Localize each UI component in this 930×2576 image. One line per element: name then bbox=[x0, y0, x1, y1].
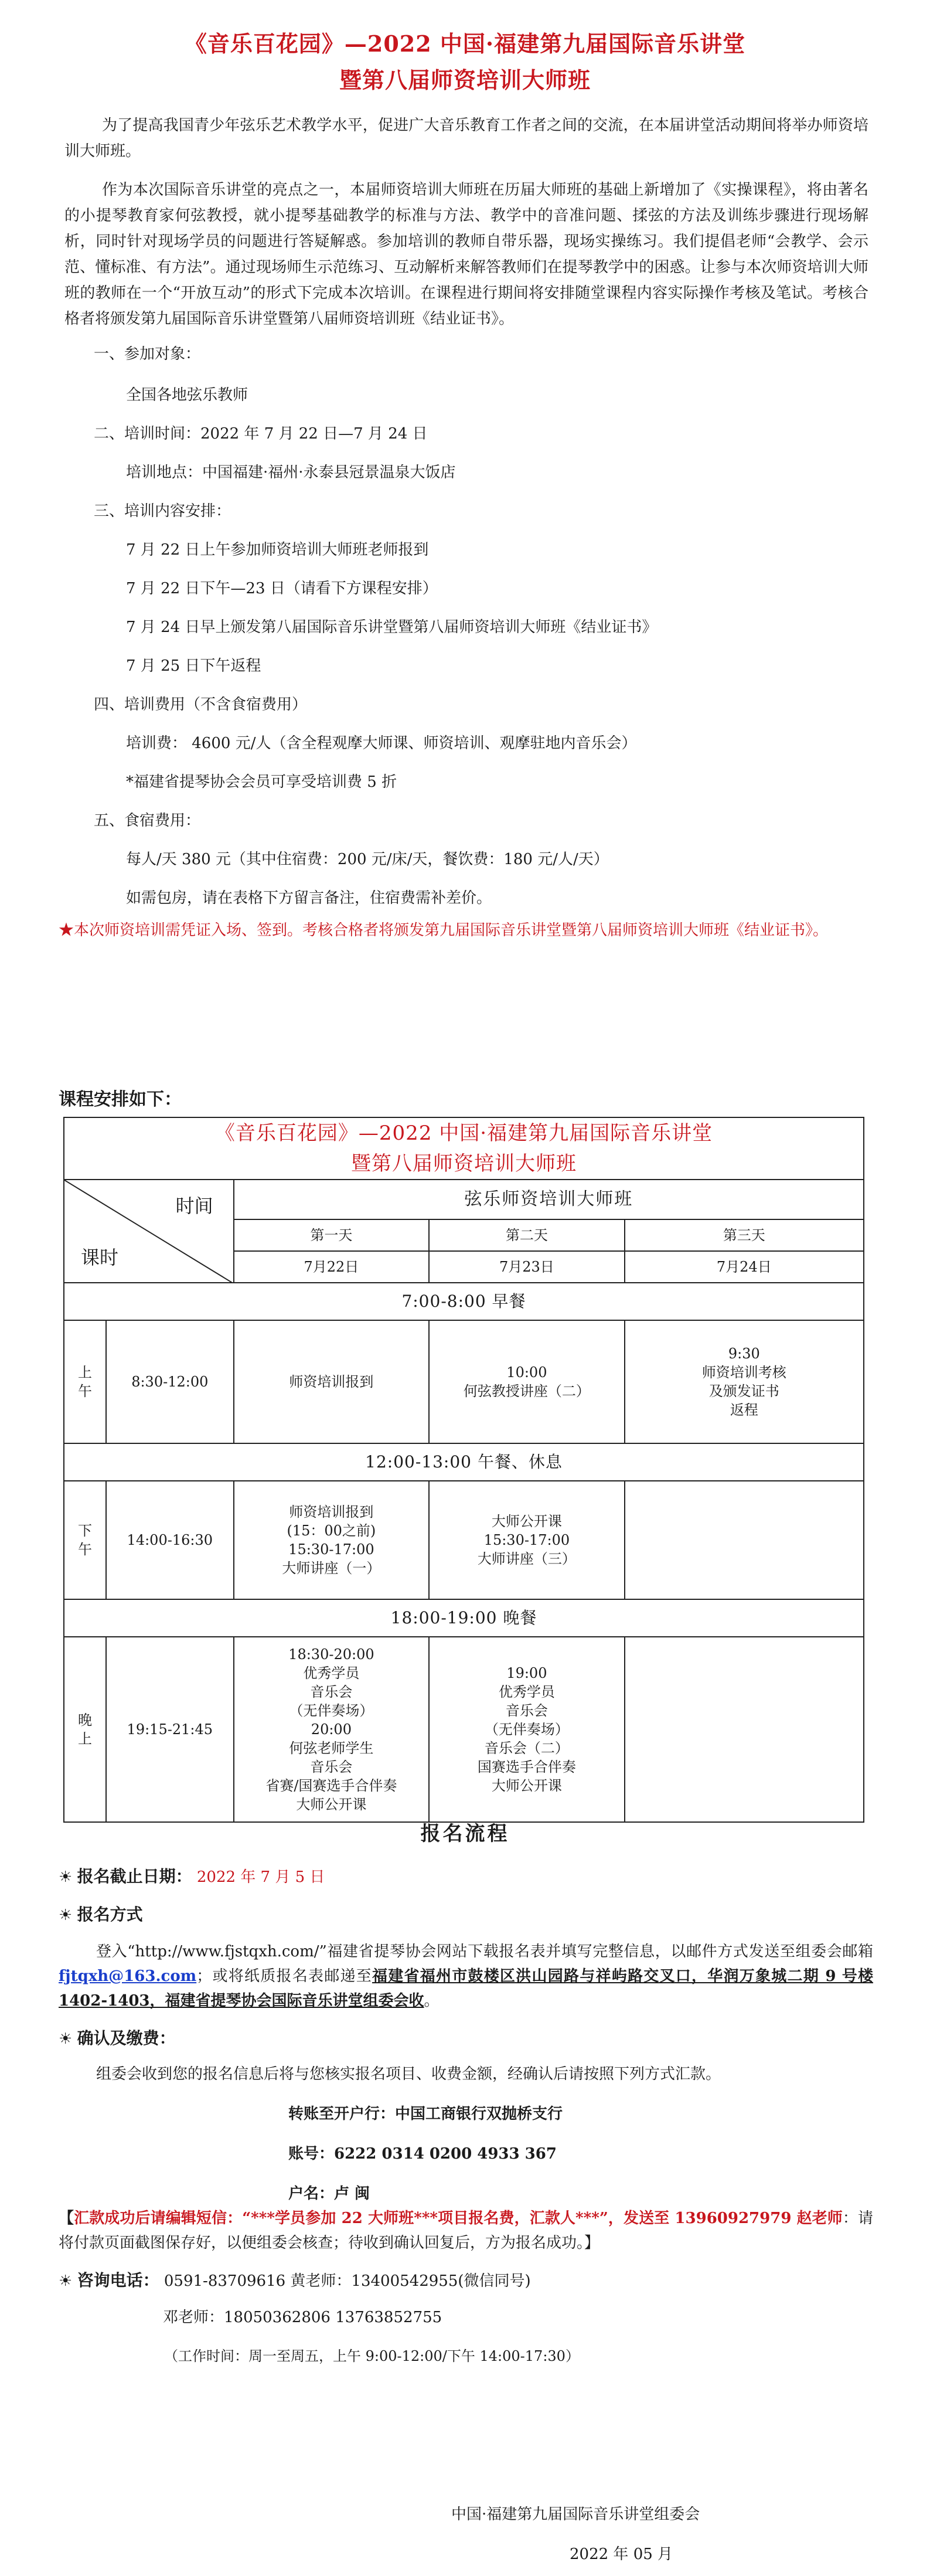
confirm-label: 确认及缴费： bbox=[77, 2028, 176, 2048]
morning-day-1: 师资培训报到 bbox=[234, 1320, 430, 1443]
method-text-2: ；或将纸质报名表邮递至 bbox=[196, 1967, 372, 1985]
schedule-title-cell bbox=[64, 1117, 864, 1180]
sun-bullet-icon: ☀ bbox=[59, 2272, 73, 2290]
sun-bullet-icon: ☀ bbox=[59, 1868, 73, 1886]
contact-label: 咨询电话： bbox=[77, 2271, 159, 2290]
afternoon-day-2: 大师公开课 15:30-17:00 大师讲座（三） bbox=[429, 1481, 625, 1599]
morning-day-2: 10:00 何弦教授讲座（二） bbox=[429, 1320, 625, 1443]
account-number: 账号：6222 0314 0200 4933 367 bbox=[288, 2145, 557, 2163]
section-4-fee: 培训费： 4600 元/人（含全程观摩大师课、师资培训、观摩驻地内音乐会） bbox=[126, 735, 637, 752]
section-1-heading: 一、参加对象： bbox=[94, 345, 201, 363]
evening-day-3 bbox=[625, 1637, 864, 1822]
period-evening: 晚 上 bbox=[64, 1637, 106, 1822]
section-3-item-2: 7 月 22 日下午—23 日（请看下方课程安排） bbox=[126, 580, 438, 597]
sun-bullet-icon: ☀ bbox=[59, 1906, 73, 1924]
sms-red-text: 汇款成功后请编辑短信：“***学员参加 22 大师班***项目报名费，汇款人***”，发送至 13960927979 赵老师 bbox=[74, 2210, 843, 2227]
sms-bracket: 【 bbox=[59, 2210, 74, 2227]
document-date: 2022 年 05 月 bbox=[570, 2546, 673, 2563]
class-name-cell: 弦乐师资培训大师班 bbox=[234, 1180, 864, 1219]
time-afternoon: 14:00-16:30 bbox=[106, 1481, 234, 1599]
deadline-label: 报名截止日期： bbox=[77, 1867, 192, 1886]
evening-day-2: 19:00 优秀学员 音乐会 （无伴奏场） 音乐会（二） 国赛选手合伴奏 大师公开课 bbox=[429, 1637, 625, 1822]
document-title-line1: 《音乐百花园》—2022 中国·福建第九届国际音乐讲堂 bbox=[184, 30, 746, 57]
section-2-location: 培训地点：中国福建·福州·永泰县冠景温泉大饭店 bbox=[126, 464, 456, 481]
corner-label-time: 时间 bbox=[175, 1195, 213, 1217]
method-paragraph bbox=[59, 1939, 873, 2013]
schedule-title-line1: 《音乐百花园》—2022 中国·福建第九届国际音乐讲堂 bbox=[214, 1122, 713, 1145]
evening-day-1: 18:30-20:00 优秀学员 音乐会 （无伴奏场） 20:00 何弦老师学生 音乐会 省赛/国赛选手合伴奏 大师公开课 bbox=[234, 1637, 430, 1822]
section-3-item-1: 7 月 22 日上午参加师资培训大师班老师报到 bbox=[126, 541, 429, 559]
afternoon-day-1: 师资培训报到 (15：00之前) 15:30-17:00 大师讲座（一） bbox=[234, 1481, 430, 1599]
section-5-rate: 每人/天 380 元（其中住宿费：200 元/床/天，餐饮费：180 元/人/天） bbox=[126, 851, 609, 868]
bank-name: 转账至开户行：中国工商银行双抛桥支行 bbox=[288, 2105, 563, 2123]
section-4-heading: 四、培训费用（不含食宿费用） bbox=[94, 696, 308, 713]
working-hours: （工作时间：周一至周五，上午 9:00-12:00/下午 14:00-17:30） bbox=[164, 2348, 580, 2364]
schedule-heading: 课程安排如下： bbox=[59, 1089, 182, 1110]
schedule-corner-cell bbox=[64, 1180, 234, 1283]
sms-rest-text: ：请将付款页面截图保存好，以便组委会核查；待收到确认回复后，方为报名成功。】 bbox=[59, 2210, 873, 2252]
time-morning: 8:30-12:00 bbox=[106, 1320, 234, 1443]
confirm-text: 组委会收到您的报名信息后将与您核实报名项目、收费金额，经确认后请按照下列方式汇款。 bbox=[96, 2065, 721, 2083]
corner-label-period: 课时 bbox=[81, 1246, 119, 1269]
sms-instructions bbox=[59, 2206, 873, 2255]
intro-paragraph-2: 作为本次国际音乐讲堂的亮点之一，本届师资培训大师班在历届大师班的基础上新增加了《实操课程》，将由著名的小提琴教育家何弦教授，就小提琴基础教学的标准与方法、教学中的音准问题、揉弦的方法及训练步骤进行现场解析，同时针对现场学员的问题进行答疑解惑。参加培训的教师自带乐器，现场实操练习。我们提倡老师“会教学、会示范、懂标准、有方法”。通过现场师生示范练习、互动解析来解答教师们在提琴教学中的困惑。让参与本次师资培训大师班的教师在一个“开放互动”的形式下完成本次培训。在课程进行期间将安排随堂课程内容实际操作考核及笔试。考核合格者将颁发第九届国际音乐讲堂暨第八届师资培训班《结业证书》。 bbox=[64, 181, 868, 328]
section-5-heading: 五、食宿费用： bbox=[94, 812, 201, 830]
registration-title: 报名流程 bbox=[420, 1822, 510, 1846]
dinner-row: 18:00-19:00 晚餐 bbox=[64, 1599, 864, 1637]
day-1-header: 第一天 bbox=[234, 1219, 430, 1251]
email-link[interactable]: fjtqxh@163.com bbox=[59, 1967, 197, 1985]
day-2-header: 第二天 bbox=[429, 1219, 625, 1251]
sun-bullet-icon: ☀ bbox=[59, 2030, 73, 2048]
date-3-header: 7月24日 bbox=[625, 1251, 864, 1283]
date-2-header: 7月23日 bbox=[429, 1251, 625, 1283]
afternoon-day-3 bbox=[625, 1481, 864, 1599]
breakfast-row: 7:00-8:00 早餐 bbox=[64, 1283, 864, 1320]
mailing-address: 福建省福州市鼓楼区洪山园路与祥屿路交叉口，华润万象城二期 9 号楼 1402-1403，福建省提琴协会国际音乐讲堂组委会收 bbox=[59, 1967, 873, 2010]
morning-day-3: 9:30 师资培训考核 及颁发证书 返程 bbox=[625, 1320, 864, 1443]
period-morning: 上 午 bbox=[64, 1320, 106, 1443]
section-3-item-3: 7 月 24 日早上颁发第八届国际音乐讲堂暨第八届师资培训大师班《结业证书》 bbox=[126, 618, 658, 636]
section-2-heading: 二、培训时间：2022 年 7 月 22 日—7 月 24 日 bbox=[94, 425, 428, 443]
contact-line-2: 邓老师：18050362806 13763852755 bbox=[163, 2309, 442, 2326]
time-evening: 19:15-21:45 bbox=[106, 1637, 234, 1822]
registration-section bbox=[59, 1864, 873, 2368]
method-text-1: 登入“http://www.fjstqxh.com/”福建省提琴协会网站下载报名表并填写完整信息，以邮件方式发送至组委会邮箱 bbox=[96, 1943, 873, 1960]
section-5-room-note: 如需包房，请在表格下方留言备注，住宿费需补差价。 bbox=[126, 889, 492, 907]
day-3-header: 第三天 bbox=[625, 1219, 864, 1251]
organizer-signature: 中国·福建第九届国际音乐讲堂组委会 bbox=[451, 2506, 700, 2523]
date-1-header: 7月22日 bbox=[234, 1251, 430, 1283]
section-1-content: 全国各地弦乐教师 bbox=[126, 386, 248, 404]
method-text-3: 。 bbox=[424, 1992, 440, 2010]
notice-text: ★本次师资培训需凭证入场、签到。考核合格者将颁发第九届国际音乐讲堂暨第八届师资培训大师班《结业证书》。 bbox=[59, 922, 829, 939]
document-title-line2: 暨第八届师资培训大师班 bbox=[339, 67, 591, 93]
intro-paragraph-1: 为了提高我国青少年弦乐艺术教学水平，促进广大音乐教育工作者之间的交流，在本届讲堂活动期间将举办师资培训大师班。 bbox=[64, 117, 868, 160]
section-3-heading: 三、培训内容安排： bbox=[94, 502, 231, 520]
contact-line-1: 0591-83709616 黄老师：13400542955(微信同号) bbox=[163, 2272, 531, 2290]
deadline-value: 2022 年 7 月 5 日 bbox=[196, 1868, 325, 1886]
section-4-discount: *福建省提琴协会会员可享受培训费 5 折 bbox=[126, 773, 397, 791]
schedule-title-line2: 暨第八届师资培训大师班 bbox=[351, 1152, 577, 1175]
lunch-row: 12:00-13:00 午餐、休息 bbox=[64, 1443, 864, 1481]
schedule-table bbox=[63, 1117, 864, 1823]
section-3-item-4: 7 月 25 日下午返程 bbox=[126, 657, 261, 675]
account-holder: 户名：卢 闽 bbox=[288, 2185, 370, 2203]
period-afternoon: 下 午 bbox=[64, 1481, 106, 1599]
method-label: 报名方式 bbox=[77, 1905, 143, 1924]
